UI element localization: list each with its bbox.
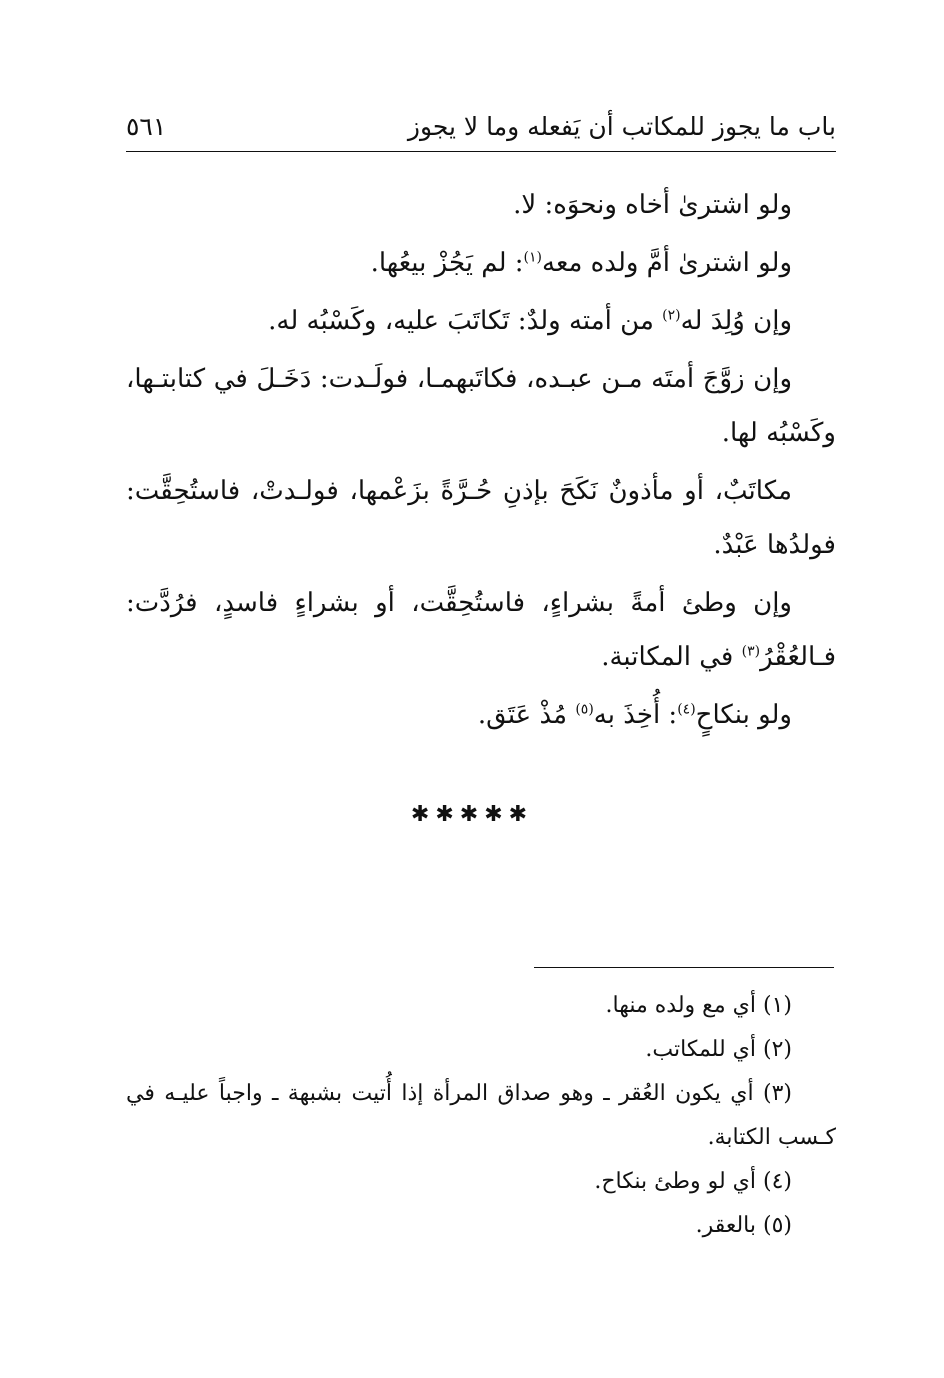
paragraph-text: وإن وطئ أمةً بشراءٍ، فاستُحِقَّت، أو بشراءٍ فاسدٍ، فرُدَّت: فـالعُقْرُ [126, 588, 836, 672]
footnote: (٣) أي يكون العُقر ـ وهو صداق المرأة إذا أُتيت بشبهة ـ واجباً عليـه في كـسب الكتابة. [126, 1081, 836, 1150]
paragraph-text: : لم يَجُزْ بيعُها. [370, 248, 524, 278]
footnote-ref: (٣) [741, 643, 761, 660]
footnote-ref: (٥) [575, 701, 594, 718]
paragraph [126, 576, 836, 684]
paragraph-text: مكاتَبٌ، أو مأذونٌ نَكَحَ بإذنِ حُـرَّةً بزَعْمها، فولـدتْ، فاستُحِقَّت: فولدُها عَبْدٌ. [126, 476, 836, 560]
paragraph [126, 236, 836, 290]
paragraph-text: ولو اشترىٰ أخاه ونحوَه: لا. [513, 190, 792, 220]
footnote: (٢) أي للمكاتب. [645, 1037, 792, 1062]
footnote: (١) أي مع ولده منها. [605, 993, 792, 1018]
paragraph-text: ولو اشترىٰ أمَّ ولده معه [542, 248, 792, 278]
paragraph [126, 178, 836, 232]
running-header [126, 108, 836, 148]
footnote-ref: (٤) [677, 701, 696, 718]
paragraph-text: ولو بنكاحٍ [695, 700, 792, 730]
paragraph-text: مُذْ عَتَق. [477, 700, 576, 730]
footnotes [126, 984, 836, 1248]
paragraph-text: : أُخِذَ به [593, 700, 678, 730]
section-separator: ✱✱✱✱✱ [410, 802, 534, 827]
footnote-rule [534, 967, 834, 968]
paragraph-text: من أمته ولدٌ: تَكاتَبَ عليه، وكَسْبُه له. [268, 306, 663, 336]
chapter-title: باب ما يجوز للمكاتب أن يَفعله وما لا يجوز [407, 112, 836, 141]
paragraph-text: وإن وُلِدَ له [680, 306, 792, 336]
page-number: ٥٦١ [126, 112, 167, 141]
main-text [126, 178, 836, 746]
footnote: (٥) بالعقر. [695, 1213, 792, 1238]
paragraph [126, 294, 836, 348]
paragraph [126, 688, 836, 742]
paragraph-text: في المكاتبة. [601, 642, 742, 672]
footnote-ref: (١) [523, 249, 542, 266]
paragraph-text: وإن زوَّجَ أمتَه مـن عبـده، فكاتَبهمـا، فولَـدت: دَخَـلَ في كتابتـها، وكَسْبُه لها. [126, 364, 836, 448]
paragraph [126, 352, 836, 460]
paragraph [126, 464, 836, 572]
footnote: (٤) أي لو وطئ بنكاح. [594, 1169, 792, 1194]
footnote-ref: (٢) [662, 307, 681, 324]
header-rule [126, 151, 836, 152]
